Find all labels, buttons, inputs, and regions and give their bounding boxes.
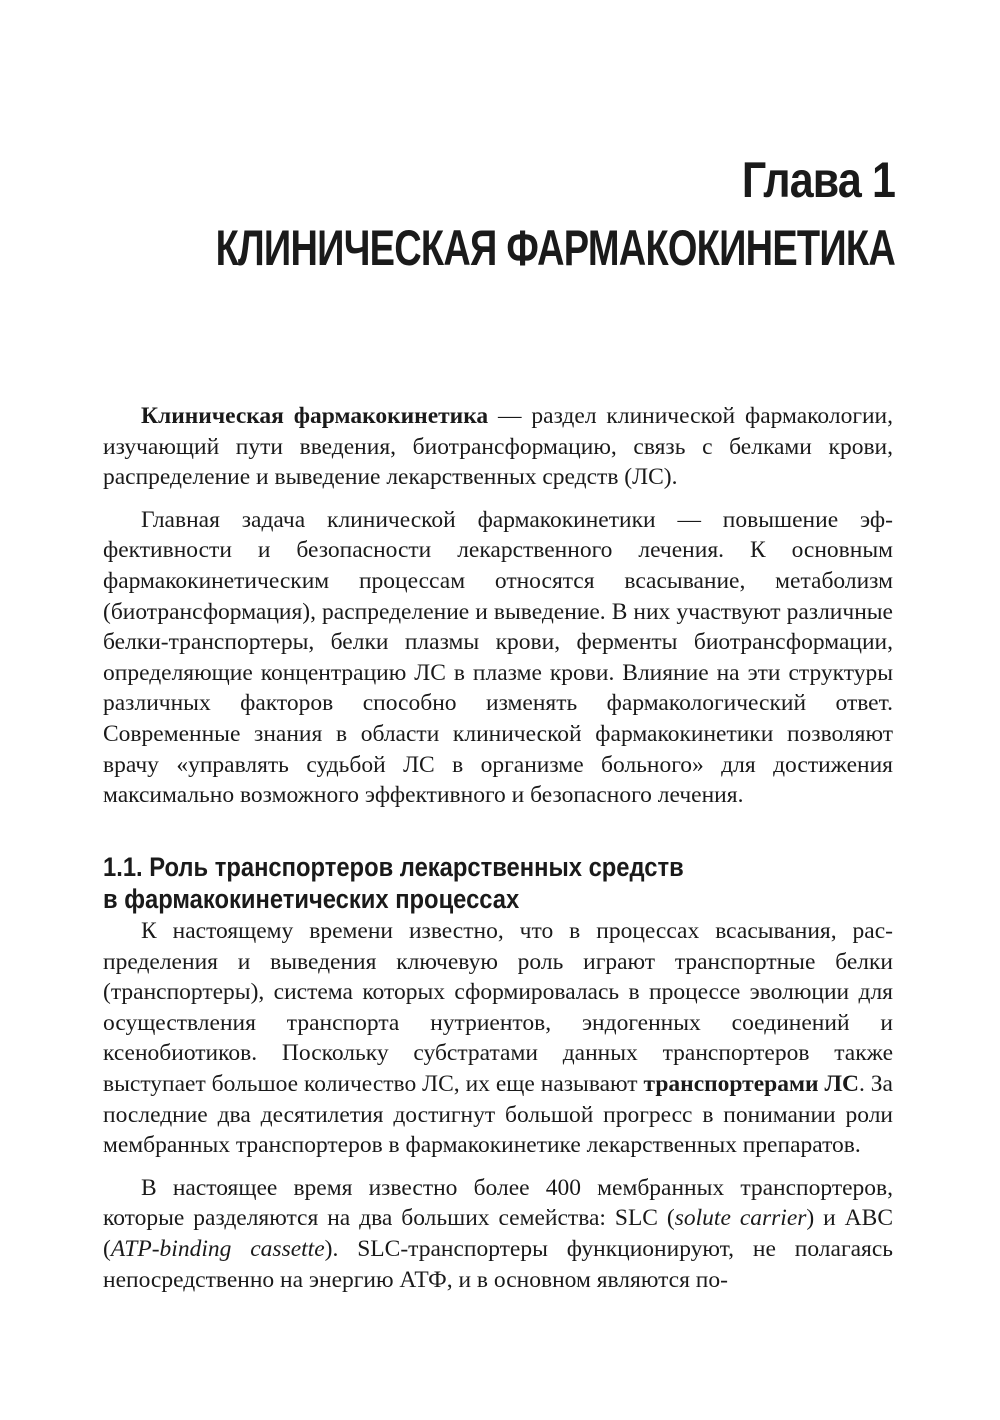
chapter-label: Глава 1: [741, 152, 895, 208]
section-heading: [103, 851, 807, 915]
section-paragraph-1-start: К настоящему времени известно, что в процессах всасывания, распределения и выведения ключевую роль играют транспортные белки (транспортеры), система которых сформировалась в процессе эволюции для осуществления транспорта нутриентов, эндогенных соединений и ксенобиотиков. Поскольку субстратами данных транспортеров также выступает большое количество ЛС, их еще называют: [103, 918, 893, 1097]
section-heading-line-1: 1.1. Роль транспортеров лекарственных средств: [103, 852, 684, 882]
intro-paragraph-1-text: — раздел клинической фармакологии, изучающий пути введения, биотрансформацию, связь с белками крови, распределение и выведение лекарственных средств (ЛС).: [103, 403, 893, 491]
chapter-title: КЛИНИЧЕСКАЯ ФАРМАКОКИНЕТИКА: [215, 220, 895, 276]
term-drug-transporters: транспортерами ЛС: [643, 1070, 859, 1097]
intro-text: [103, 401, 893, 811]
section-paragraph-2-part-c: ). SLC-транспортеры функционируют, не полагаясь непосредственно на энергию АТФ, и в основном являются по-: [103, 1235, 893, 1293]
term-solute-carrier: solute carrier: [674, 1205, 807, 1232]
term-atp-binding-cassette: ATP-binding cassette: [110, 1235, 325, 1262]
section-paragraph-1-end: . За последние два десятилетия достигнут большой прогресс в понимании роли мембранных транспортеров в фармакокинетике лекарственных препаратов.: [103, 1070, 893, 1159]
section-paragraph-1: [103, 916, 893, 1161]
section-paragraph-2: [103, 1173, 893, 1295]
section-heading-line-2: в фармакокинетических процессах: [103, 884, 520, 914]
section-paragraph-2-part-a: В настоящее время известно более 400 мембранных транспортеров, которые разделяются на два больших семейства: SLC (: [103, 1174, 893, 1232]
intro-paragraph-1: [103, 401, 893, 493]
section-text: [103, 916, 893, 1295]
intro-paragraph-2: Главная задача клинической фармакокинетики — повышение эффективности и безопасности лекарственного лечения. К основным фармакокинетическим процессам относятся всасывание, метаболизм (биотрансформация), распределение и выведение. В них участвуют различные белки-транспортеры, белки плазмы крови, ферменты биотрансформации, определяющие концентрацию ЛС в плазме крови. Влияние на эти структуры различных факторов способно изменять фармакологический ответ. Современные знания в области клинической фармакокинетики позволяют врачу «управлять судьбой ЛС в организме больного» для достижения максимально возможного эффективного и безопасного лечения.: [103, 506, 893, 809]
section-paragraph-2-part-b: ) и ABC (: [103, 1205, 893, 1262]
term-clinical-pharmacokinetics: Клиническая фармакокинетика: [141, 403, 489, 429]
